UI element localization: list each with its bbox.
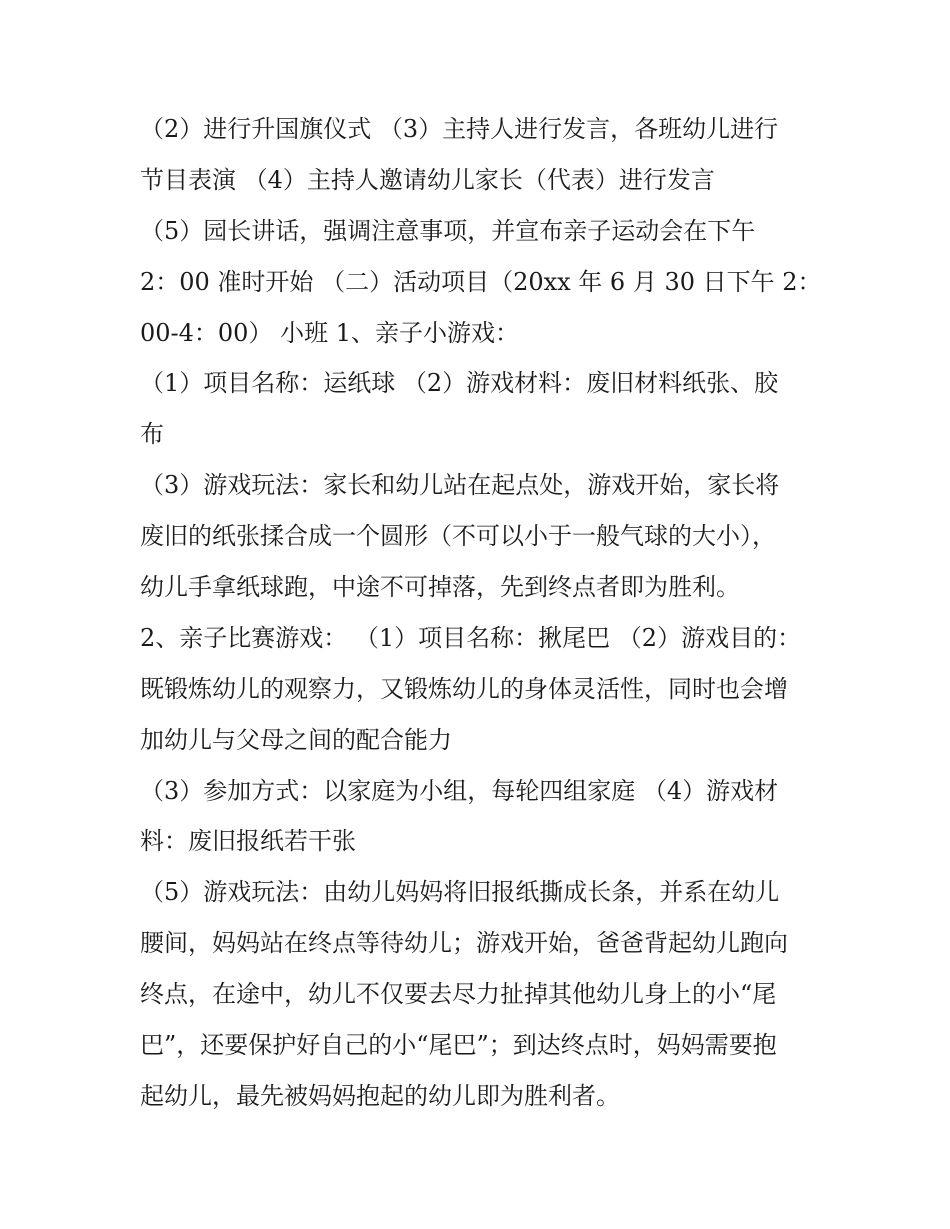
text-line: 幼儿手拿纸球跑，中途不可掉落，先到终点者即为胜利。	[140, 573, 740, 602]
text-line: 2：00 准时开始 （二）活动项目（20xx 年 6 月 30 日下午 2：	[140, 267, 822, 296]
text-line: 节目表演 （4）主持人邀请幼儿家长（代表）进行发言	[140, 165, 715, 194]
text-line: 2、亲子比赛游戏： （1）项目名称：揪尾巴 （2）游戏目的：	[140, 623, 802, 652]
text-line: 腰间，妈妈站在终点等待幼儿；游戏开始，爸爸背起幼儿跑向	[140, 929, 788, 958]
text-line: 00-4：00） 小班 1、亲子小游戏：	[140, 318, 519, 347]
text-line: 起幼儿，最先被妈妈抱起的幼儿即为胜利者。	[140, 1081, 620, 1110]
text-line: （3）参加方式：以家庭为小组，每轮四组家庭 （4）游戏材	[140, 776, 779, 805]
text-line: 终点，在途中，幼儿不仅要去尽力扯掉其他幼儿身上的小“尾	[140, 980, 777, 1009]
text-line: （1）项目名称：运纸球 （2）游戏材料：废旧材料纸张、胶	[140, 369, 779, 398]
document-body	[140, 104, 820, 1122]
text-line: 布	[140, 420, 164, 449]
text-line: （3）游戏玩法：家长和幼儿站在起点处，游戏开始，家长将	[140, 471, 780, 500]
text-line: （2）进行升国旗仪式 （3）主持人进行发言，各班幼儿进行	[140, 115, 779, 143]
text-line: （5）游戏玩法：由幼儿妈妈将旧报纸撕成长条，并系在幼儿	[140, 878, 780, 907]
text-line: 既锻炼幼儿的观察力，又锻炼幼儿的身体灵活性，同时也会增	[140, 674, 788, 703]
text-line: 废旧的纸张揉合成一个圆形（不可以小于一般气球的大小），	[140, 522, 776, 551]
text-line: （5）园长讲话，强调注意事项，并宣布亲子运动会在下午	[140, 216, 756, 245]
text-line: 巴”，还要保护好自己的小“尾巴”；到达终点时，妈妈需要抱	[140, 1031, 777, 1060]
text-line: 料：废旧报纸若干张	[140, 827, 356, 856]
text-line: 加幼儿与父母之间的配合能力	[140, 725, 452, 754]
